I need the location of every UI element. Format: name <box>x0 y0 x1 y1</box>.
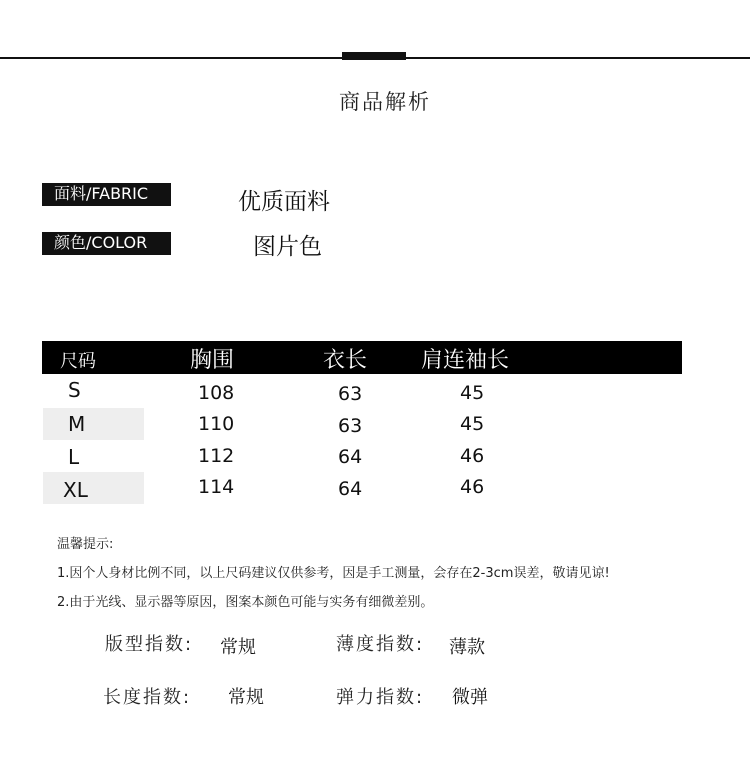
column-header-chest: 胸围 <box>190 348 235 373</box>
size-cell: M <box>68 412 86 436</box>
color-value: 图片色 <box>253 234 322 260</box>
thickness-index-value: 薄款 <box>449 637 485 658</box>
color-tag: 颜色/COLOR <box>42 232 171 255</box>
column-header-length: 衣长 <box>323 348 368 373</box>
size-table-header <box>42 341 682 374</box>
fabric-value: 优质面料 <box>238 189 330 215</box>
length-index-value: 常规 <box>228 687 264 708</box>
thickness-index-label: 薄度指数: <box>336 634 425 655</box>
length-cell: 63 <box>338 383 363 405</box>
column-header-size: 尺码 <box>60 351 96 372</box>
note-item: 2.由于光线、显示器等原因，图案本颜色可能与实务有细微差别。 <box>57 595 434 610</box>
length-cell: 64 <box>338 478 363 500</box>
length-index-label: 长度指数: <box>103 687 192 708</box>
column-header-sleeve-length: 肩连袖长 <box>421 348 510 373</box>
length-cell: 63 <box>338 415 363 437</box>
length-cell: 64 <box>338 446 363 468</box>
chest-cell: 108 <box>198 382 235 404</box>
fit-index-label: 版型指数: <box>105 634 194 655</box>
header-divider-mark <box>342 52 406 60</box>
note-item: 1.因个人身材比例不同，以上尺码建议仅供参考，因是手工测量，会存在2-3cm误差，敬请见谅! <box>57 566 610 581</box>
chest-cell: 114 <box>198 476 235 498</box>
chest-cell: 112 <box>198 445 235 467</box>
sleeve-cell: 46 <box>460 476 485 498</box>
notes-title: 温馨提示: <box>57 537 114 552</box>
elasticity-index-label: 弹力指数: <box>336 687 425 708</box>
size-cell: S <box>68 378 81 402</box>
sleeve-cell: 46 <box>460 445 485 467</box>
size-cell: L <box>68 445 80 469</box>
page-title: 商品解析 <box>339 90 431 114</box>
fit-index-value: 常规 <box>220 637 256 658</box>
row-highlight-m <box>43 408 144 440</box>
row-highlight-xl <box>43 472 144 504</box>
sleeve-cell: 45 <box>460 382 485 404</box>
size-cell: XL <box>63 478 88 502</box>
chest-cell: 110 <box>198 413 235 435</box>
elasticity-index-value: 微弹 <box>452 687 488 708</box>
sleeve-cell: 45 <box>460 413 485 435</box>
fabric-tag: 面料/FABRIC <box>42 183 171 206</box>
